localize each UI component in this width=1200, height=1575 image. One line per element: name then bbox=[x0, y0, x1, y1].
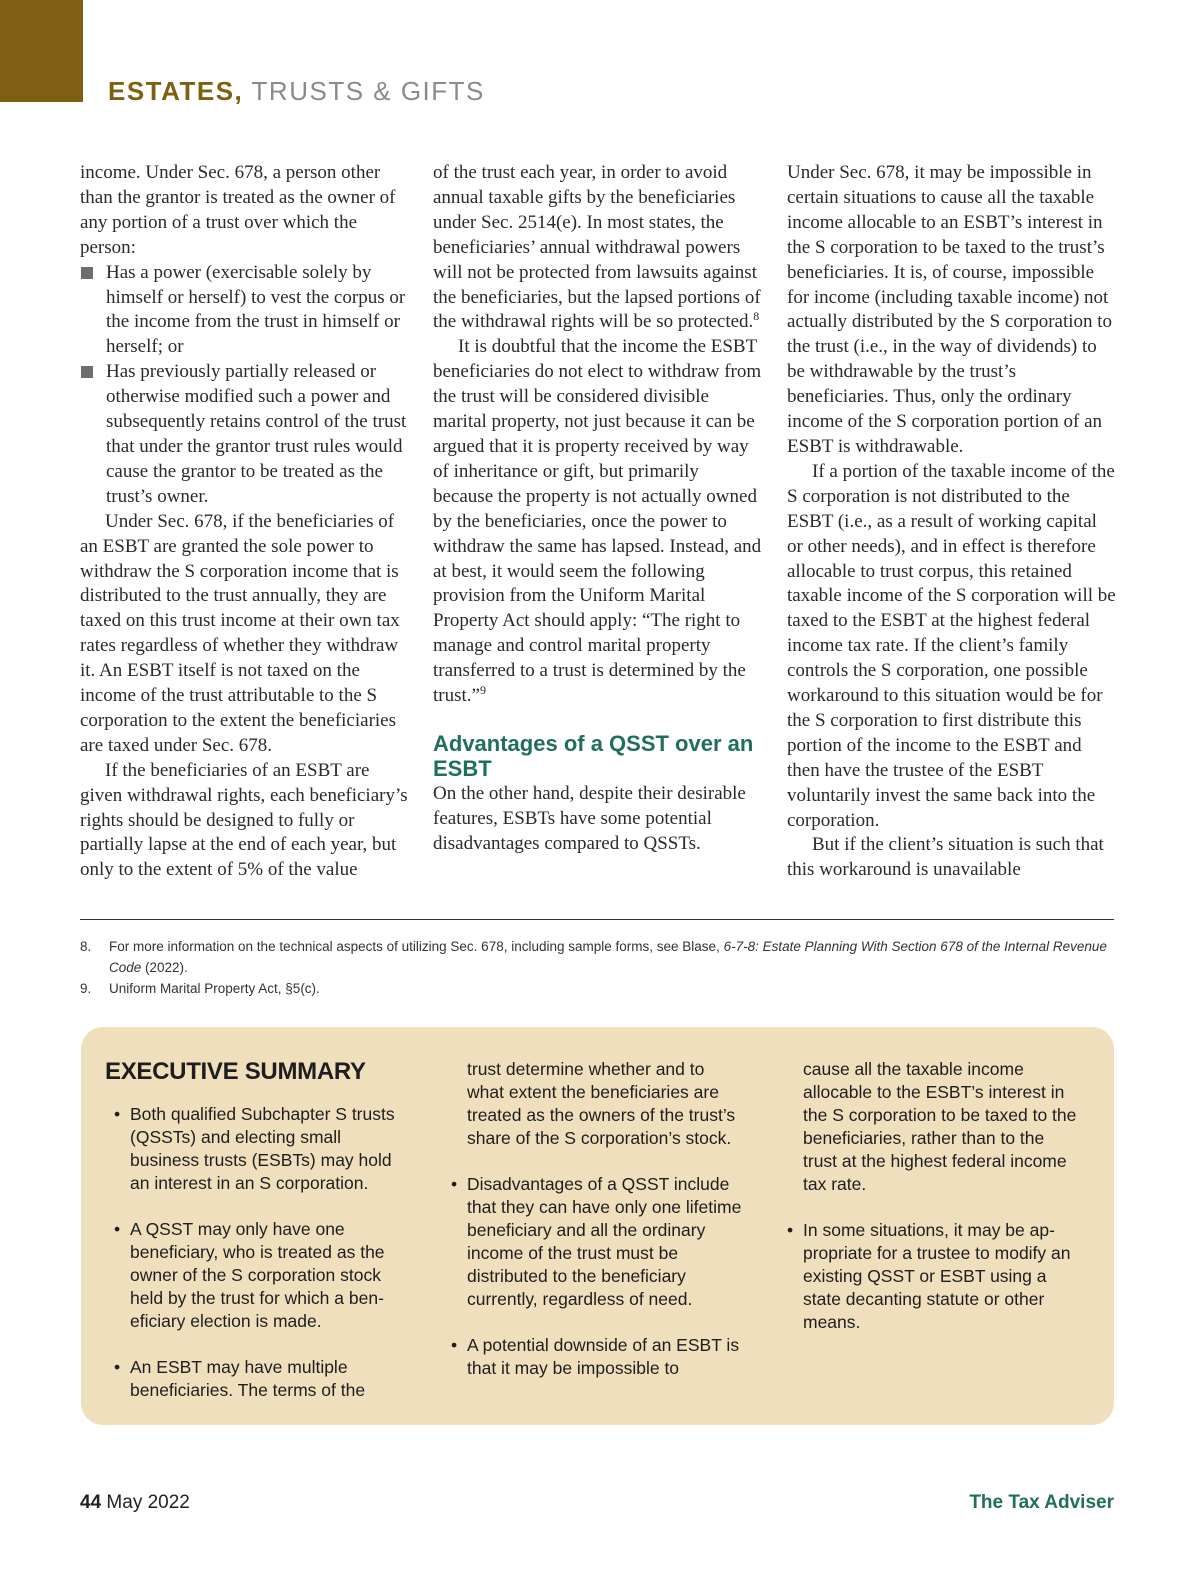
subheading: Advantages of a QSST over an ESBT bbox=[433, 730, 754, 781]
bullet-dot-icon: • bbox=[114, 1357, 121, 1377]
paragraph-text: of the trust each year, in order to avoid annual taxable gifts by the beneficiaries under Sec. 2514(e). In most states, the beneficiaries’ annual withdrawal powers will not be protected from lawsuits against the beneficiaries, but the lapsed portions of the withdrawal rights will be so protected. bbox=[433, 162, 761, 333]
corner-color-block bbox=[0, 0, 83, 102]
paragraph: Under Sec. 678, it may be impossible in certain situations to cause all the taxable income allocable to an ESBT’s interest in the S corporation to be taxed to the trust’s beneficiaries. It is, of course, impossible for income (including taxable income) not actually distributed by the S corporation to the trust (i.e., in the way of dividends) to be withdrawable by the trust’s beneficiaries. Thus, only the ordinary income of the S corporation portion of an ESBT is withdrawable. bbox=[787, 162, 1113, 457]
bullet-dot-icon: • bbox=[114, 1104, 121, 1124]
square-bullet-icon bbox=[81, 267, 93, 279]
paragraph: income. Under Sec. 678, a person other than the grantor is treated as the owner of any portion of a trust over which the person: bbox=[80, 162, 396, 258]
publication-name: The Tax Adviser bbox=[969, 1492, 1114, 1513]
footnote-title: 6-7-8: Estate Planning With Section 678 of the Internal Revenue Code bbox=[109, 939, 1107, 975]
summary-bullet bbox=[442, 1334, 742, 1380]
summary-bullet-text: Both qualified Subchapter S trusts (QSSTs) and electing small business trusts (ESBTs) may hold an interest in an S corporation. bbox=[130, 1104, 395, 1193]
paragraph: If the beneficiaries of an ESBT are given withdrawal rights, each beneficiary’s rights should be designed to fully or partially lapse at the end of each year, but only to the extent of 5% of the value bbox=[80, 759, 408, 881]
bullet-dot-icon: • bbox=[451, 1174, 458, 1194]
section-header-strong: ESTATES, bbox=[108, 76, 244, 106]
footnote-divider bbox=[80, 919, 1114, 920]
summary-bullet-text: Disadvantages of a QSST include that they can have only one lifetime beneficiary and all the ordinary income of the trust must be distributed to the beneficiary currently, regardless of need. bbox=[467, 1174, 742, 1309]
section-header-light: TRUSTS & GIFTS bbox=[251, 76, 485, 106]
summary-bullet-text: A QSST may only have one beneficiary, who is treated as the owner of the S corporation stock held by the trust for which a beneficiary election is made. bbox=[130, 1219, 385, 1331]
page-number: 44 bbox=[80, 1492, 102, 1513]
summary-column-3 bbox=[778, 1058, 1078, 1357]
summary-column-1 bbox=[105, 1057, 405, 1425]
summary-column-2 bbox=[442, 1058, 742, 1403]
square-bullet-icon bbox=[81, 366, 93, 378]
section-header bbox=[108, 75, 485, 107]
footnote-ref[interactable]: 8 bbox=[753, 309, 760, 324]
footnote-text-end: (2022). bbox=[141, 960, 188, 975]
footnote-text: For more information on the technical aspects of utilizing Sec. 678, including sample forms, see Blase, bbox=[109, 939, 724, 954]
executive-summary-box bbox=[81, 1027, 1114, 1425]
bullet-dot-icon: • bbox=[451, 1335, 458, 1355]
footnote-number: 8. bbox=[80, 939, 92, 954]
paragraph: If a portion of the taxable income of the S corporation is not distributed to the ESBT (i.e., as a result of working capital or other needs), and in effect is therefore allocable to trust corpus, this retained taxable income of the S corporation will be taxed to the ESBT at the highest federal income tax rate. If the client’s family controls the S corporation, one possible workaround to this situation would be for the S corporation to first distribute this portion of the income to the ESBT and then have the trustee of the ESBT voluntarily invest the same back into the corporation. bbox=[787, 460, 1116, 831]
summary-bullet bbox=[105, 1356, 405, 1402]
list-item bbox=[80, 360, 410, 509]
paragraph: On the other hand, despite their desirable features, ESBTs have some potential disadvantages compared to QSSTs. bbox=[433, 782, 746, 854]
summary-bullet-text: A potential downside of an ESBT is that it may be impossible to bbox=[467, 1335, 740, 1378]
summary-bullet-continued: trust determine whether and to what extent the beneficiaries are treated as the owners of the trust’s share of the S corporation’s stock. bbox=[467, 1059, 736, 1148]
page-footer-left bbox=[80, 1492, 190, 1514]
bullet-dot-icon: • bbox=[787, 1220, 794, 1240]
footnote-ref[interactable]: 9 bbox=[479, 683, 486, 698]
list-item-text: Has previously partially released or otherwise modified such a power and subsequently retains control of the trust that under the grantor trust rules would cause the grantor to be treated as the trust’s owner. bbox=[106, 361, 407, 507]
summary-bullet-text: In some situations, it may be appropriate for a trustee to modify an existing QSST or ESBT using a state decanting statute or other means. bbox=[803, 1220, 1071, 1332]
paragraph: But if the client’s situation is such that this workaround is unavailable bbox=[787, 834, 1104, 881]
footnote bbox=[80, 978, 1114, 999]
footnote-number: 9. bbox=[80, 981, 92, 996]
bullet-dot-icon: • bbox=[114, 1219, 121, 1239]
summary-bullet bbox=[778, 1219, 1078, 1334]
summary-bullet bbox=[105, 1103, 405, 1195]
summary-bullet-continued: cause all the taxable income allocable to the ESBT’s interest in the S corporation to be taxed to the beneficiaries, rather than to the trust at the highest federal income tax rate. bbox=[803, 1059, 1077, 1194]
list-item-text: Has a power (exercisable solely by himself or herself) to vest the corpus or the income from the trust in himself or herself; or bbox=[106, 261, 406, 358]
paragraph bbox=[433, 335, 763, 709]
article-column-2 bbox=[433, 161, 763, 901]
paragraph-text: It is doubtful that the income the ESBT beneficiaries do not elect to withdraw from the trust will be considered divisible marital property, not just because it can be argued that it is property received by way of inheritance or gift, but primarily because the property is not actually owned by the beneficiaries, once the power to withdraw the same has lapsed. Instead, and at best, it would seem the following provision from the Uniform Marital Property Act should apply: “The right to manage and control marital property transferred to a trust is determined by the trust.” bbox=[433, 336, 762, 707]
summary-title: EXECUTIVE SUMMARY bbox=[105, 1058, 366, 1085]
issue-date: May 2022 bbox=[106, 1492, 190, 1513]
article-column-1 bbox=[80, 161, 410, 901]
list-item bbox=[80, 261, 410, 361]
summary-bullet bbox=[442, 1173, 742, 1311]
summary-bullet bbox=[105, 1218, 405, 1333]
article-column-3 bbox=[787, 161, 1117, 901]
footnote-text: Uniform Marital Property Act, §5(c). bbox=[109, 981, 320, 996]
summary-bullet-text: An ESBT may have multiple beneficiaries. The terms of the bbox=[130, 1357, 366, 1400]
footnotes bbox=[80, 936, 1114, 999]
footnote bbox=[80, 936, 1114, 978]
paragraph bbox=[433, 161, 763, 335]
paragraph: Under Sec. 678, if the beneficiaries of an ESBT are granted the sole power to withdraw the S corporation income that is distributed to the trust annually, they are taxed on this trust income at their own tax rates regardless of whether they withdraw it. An ESBT itself is not taxed on the income of the trust attributable to the S corporation to the extent the beneficiaries are taxed under Sec. 678. bbox=[80, 510, 400, 756]
